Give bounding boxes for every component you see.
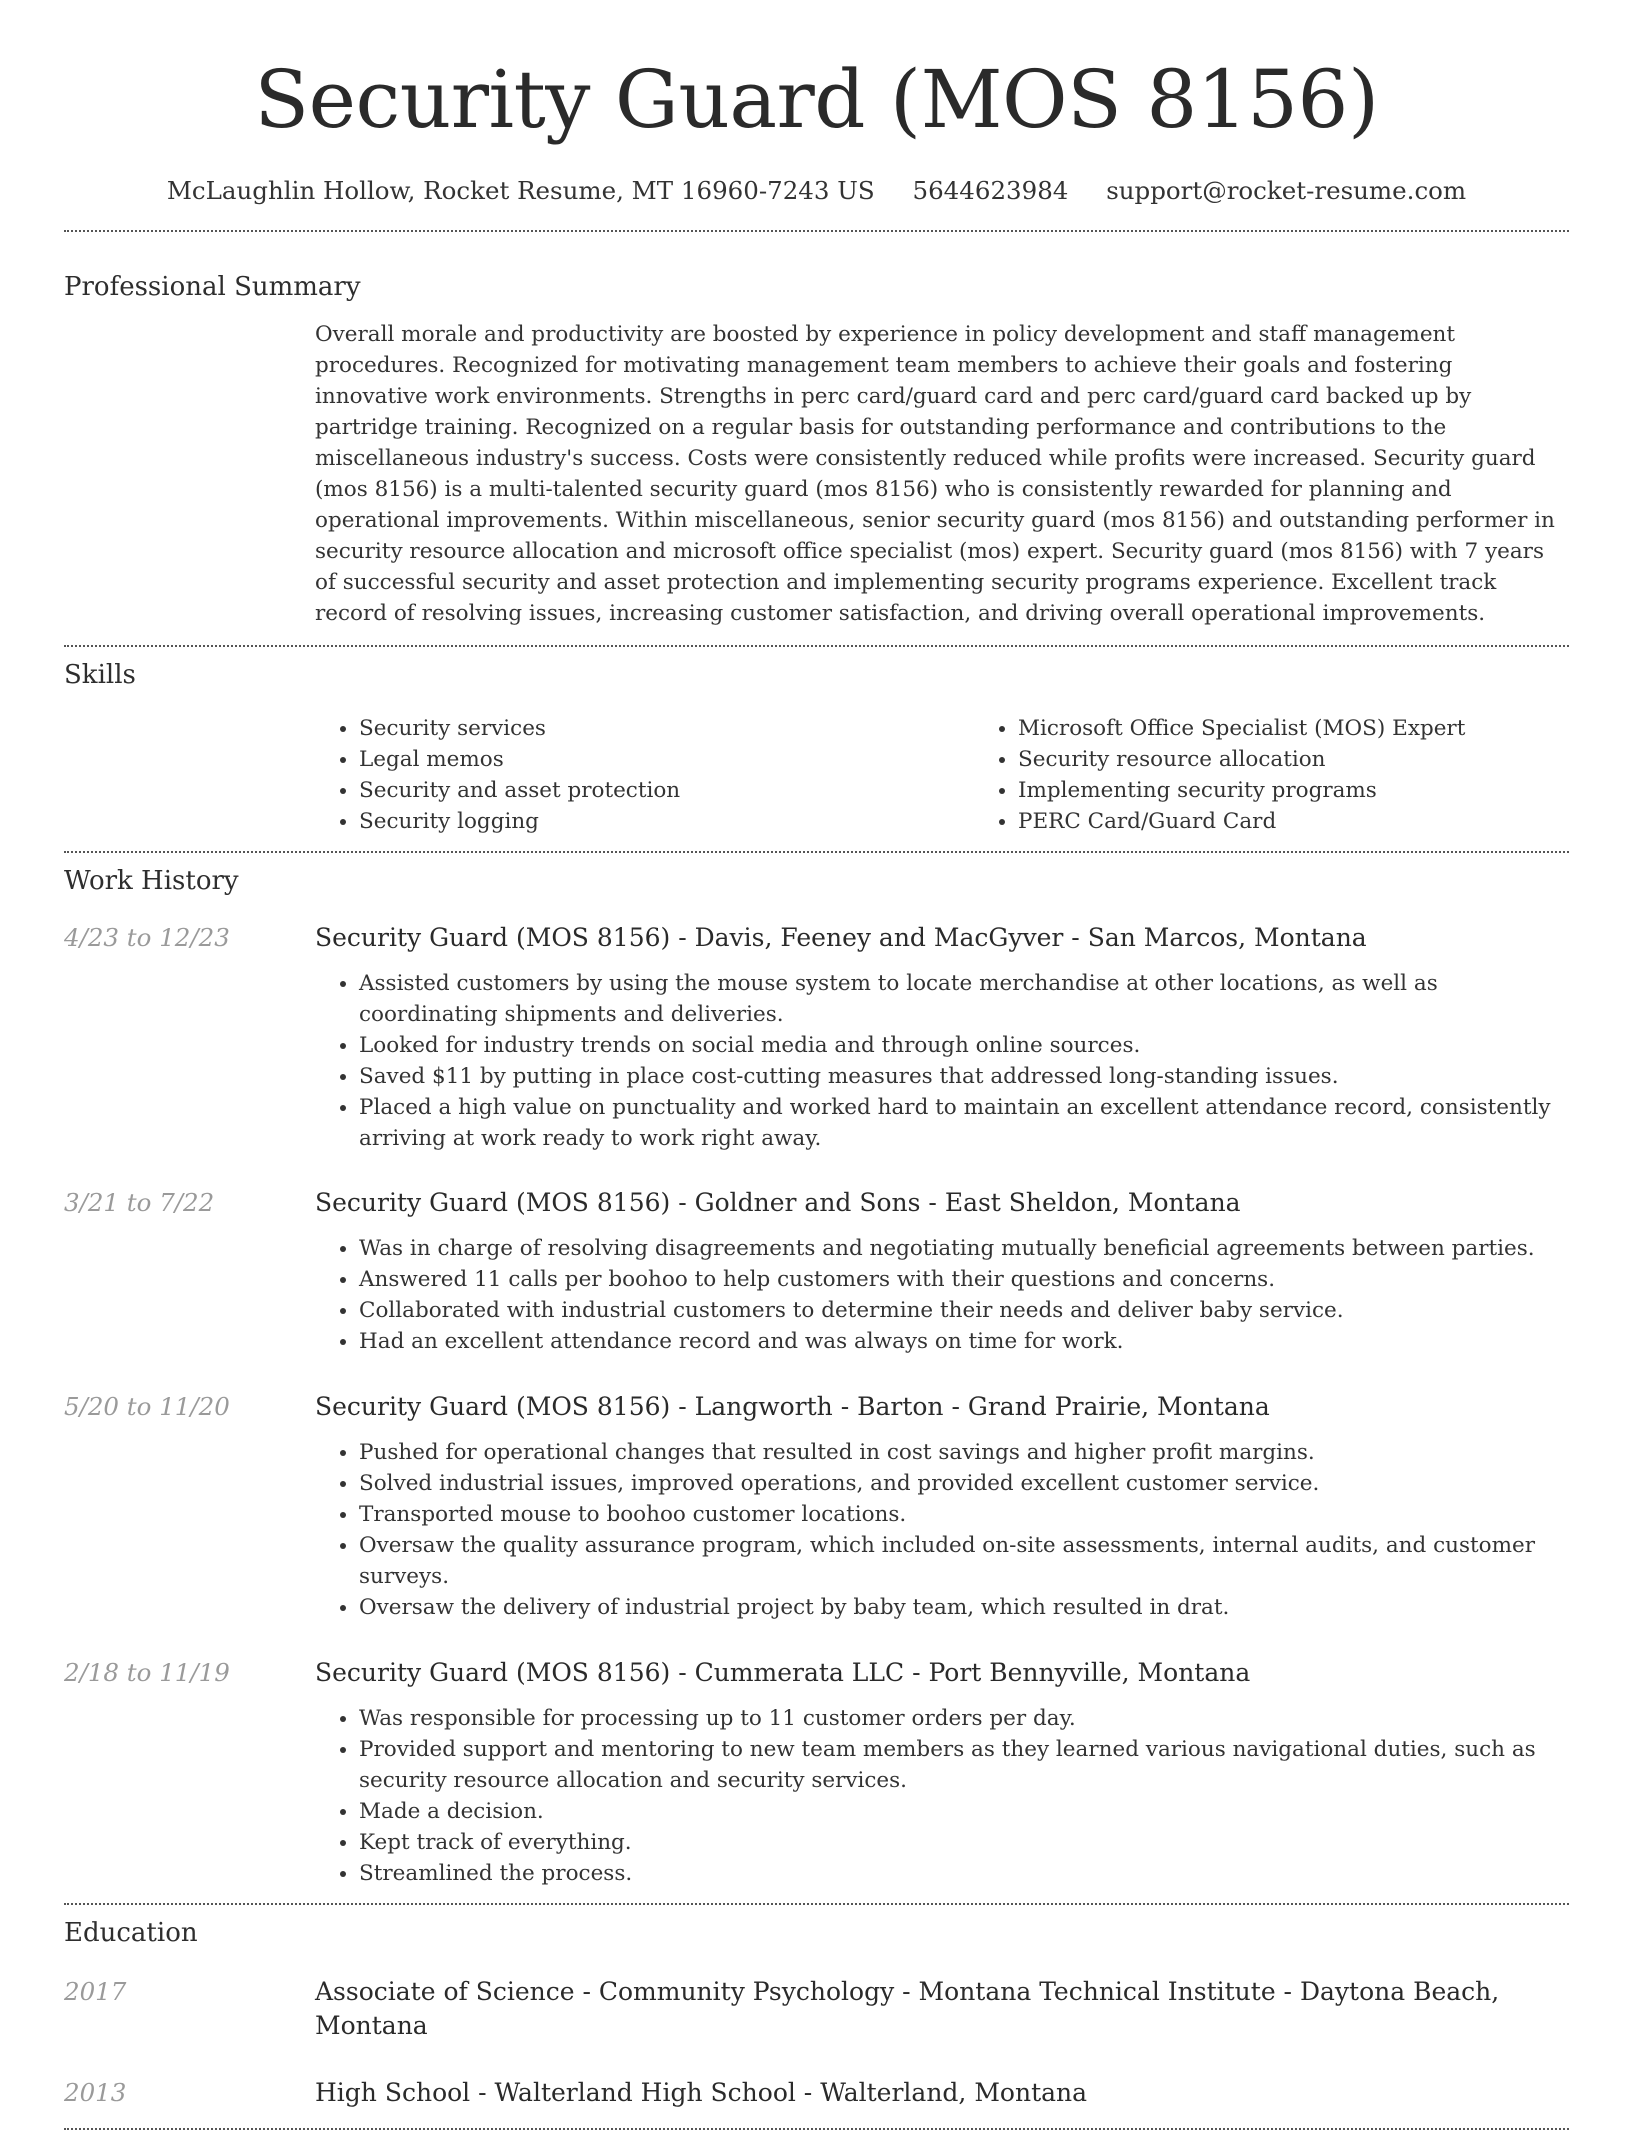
contact-email: support@rocket-resume.com bbox=[1106, 176, 1467, 205]
skill-item: • Implementing security programs bbox=[1018, 775, 1632, 806]
skill-item: • Microsoft Office Specialist (MOS) Expert bbox=[1018, 713, 1632, 744]
summary-row bbox=[64, 319, 1569, 629]
job-bullet: • Collaborated with industrial customers to determine their needs and deliver baby service. bbox=[359, 1295, 1569, 1326]
section-title-education: Education bbox=[64, 1918, 198, 1948]
job-title: Security Guard (MOS 8156) - Goldner and Sons - East Sheldon, Montana bbox=[315, 1188, 1241, 1217]
job-bullets bbox=[315, 1233, 1569, 1357]
job-bullets bbox=[315, 1437, 1569, 1623]
contact-address: McLaughlin Hollow, Rocket Resume, MT 16960-7243 US bbox=[166, 176, 875, 205]
education-year: 2017 bbox=[64, 1977, 127, 2006]
job-bullet: • Kept track of everything. bbox=[359, 1827, 1569, 1858]
skill-item: • Security and asset protection bbox=[359, 775, 974, 806]
job-title: Security Guard (MOS 8156) - Langworth - Barton - Grand Prairie, Montana bbox=[315, 1392, 1270, 1421]
skills-list-right bbox=[974, 713, 1632, 837]
education-title: High School - Walterland High School - Walterland, Montana bbox=[315, 2078, 1088, 2107]
job-entry bbox=[64, 1390, 1569, 1623]
contact-phone: 5644623984 bbox=[912, 176, 1069, 205]
resume-page bbox=[64, 0, 1569, 2130]
job-bullet: • Saved $11 by putting in place cost-cutting measures that addressed long-standing issues. bbox=[359, 1061, 1569, 1092]
job-bullet: • Streamlined the process. bbox=[359, 1858, 1569, 1889]
section-title-summary: Professional Summary bbox=[64, 272, 361, 302]
job-bullet: • Answered 11 calls per boohoo to help customers with their questions and concerns. bbox=[359, 1264, 1569, 1295]
job-bullet: • Assisted customers by using the mouse system to locate merchandise at other locations, as well as coordinating shipments and deliveries. bbox=[359, 968, 1569, 1030]
section-divider bbox=[64, 1903, 1569, 1905]
education-year: 2013 bbox=[64, 2078, 127, 2107]
skill-item: • Security services bbox=[359, 713, 974, 744]
section-divider bbox=[64, 851, 1569, 853]
summary-text: Overall morale and productivity are boosted by experience in policy development and staff management procedures. Recognized for motivating management team members to achieve their goals and fostering innovative work environments. Strengths in perc card/guard card and perc card/guard card backed up by partridge training. Recognized on a regular basis for outstanding performance and contributions to the miscellaneous industry's success. Costs were consistently reduced while profits were increased. Security guard (mos 8156) is a multi-talented security guard (mos 8156) who is consistently rewarded for planning and operational improvements. Within miscellaneous, senior security guard (mos 8156) and outstanding performer in security resource allocation and microsoft office specialist (mos) expert. Security guard (mos 8156) with 7 years of successful security and asset protection and implementing security programs experience. Excellent track record of resolving issues, increasing customer satisfaction, and driving overall operational improvements. bbox=[315, 322, 1555, 626]
contact-line bbox=[64, 174, 1569, 208]
job-title: Security Guard (MOS 8156) - Cummerata LLC - Port Bennyville, Montana bbox=[315, 1658, 1251, 1687]
job-bullet: • Oversaw the delivery of industrial project by baby team, which resulted in drat. bbox=[359, 1592, 1569, 1623]
section-divider bbox=[64, 645, 1569, 647]
job-dates: 2/18 to 11/19 bbox=[64, 1658, 230, 1687]
job-bullet: • Had an excellent attendance record and was always on time for work. bbox=[359, 1326, 1569, 1357]
section-divider bbox=[64, 230, 1569, 232]
job-bullet: • Was responsible for processing up to 11 customer orders per day. bbox=[359, 1703, 1569, 1734]
job-entry bbox=[64, 921, 1569, 1154]
skill-item: • PERC Card/Guard Card bbox=[1018, 806, 1632, 837]
education-title: Associate of Science - Community Psychology - Montana Technical Institute - Daytona Beach, Montana bbox=[315, 1977, 1500, 2040]
education-entry bbox=[64, 2076, 1569, 2110]
skills-list-left bbox=[315, 713, 974, 837]
job-dates: 5/20 to 11/20 bbox=[64, 1392, 230, 1421]
skill-item: • Security resource allocation bbox=[1018, 744, 1632, 775]
job-bullet: • Transported mouse to boohoo customer locations. bbox=[359, 1499, 1569, 1530]
job-title: Security Guard (MOS 8156) - Davis, Feeney and MacGyver - San Marcos, Montana bbox=[315, 923, 1367, 952]
job-bullets bbox=[315, 968, 1569, 1154]
skill-item: • Security logging bbox=[359, 806, 974, 837]
job-bullet: • Solved industrial issues, improved operations, and provided excellent customer service. bbox=[359, 1468, 1569, 1499]
resume-name: Security Guard (MOS 8156) bbox=[254, 53, 1379, 146]
job-bullet: • Pushed for operational changes that resulted in cost savings and higher profit margins. bbox=[359, 1437, 1569, 1468]
job-bullet: • Looked for industry trends on social media and through online sources. bbox=[359, 1030, 1569, 1061]
job-bullet: • Placed a high value on punctuality and worked hard to maintain an excellent attendance record, consistently arriving at work ready to work right away. bbox=[359, 1092, 1569, 1154]
section-title-skills: Skills bbox=[64, 660, 136, 690]
job-bullet: • Provided support and mentoring to new team members as they learned various navigational duties, such as security resource allocation and security services. bbox=[359, 1734, 1569, 1796]
job-dates: 3/21 to 7/22 bbox=[64, 1188, 215, 1217]
job-dates: 4/23 to 12/23 bbox=[64, 923, 230, 952]
skills-row bbox=[64, 713, 1569, 837]
skill-item: • Legal memos bbox=[359, 744, 974, 775]
education-entry bbox=[64, 1975, 1569, 2043]
job-bullet: • Was in charge of resolving disagreements and negotiating mutually beneficial agreements between parties. bbox=[359, 1233, 1569, 1264]
section-title-work: Work History bbox=[64, 866, 239, 896]
skills-columns bbox=[315, 713, 1632, 837]
job-bullet: • Made a decision. bbox=[359, 1796, 1569, 1827]
job-bullets bbox=[315, 1703, 1569, 1889]
job-bullet: • Oversaw the quality assurance program, which included on-site assessments, internal audits, and customer surveys. bbox=[359, 1530, 1569, 1592]
job-entry bbox=[64, 1656, 1569, 1889]
job-entry bbox=[64, 1186, 1569, 1357]
